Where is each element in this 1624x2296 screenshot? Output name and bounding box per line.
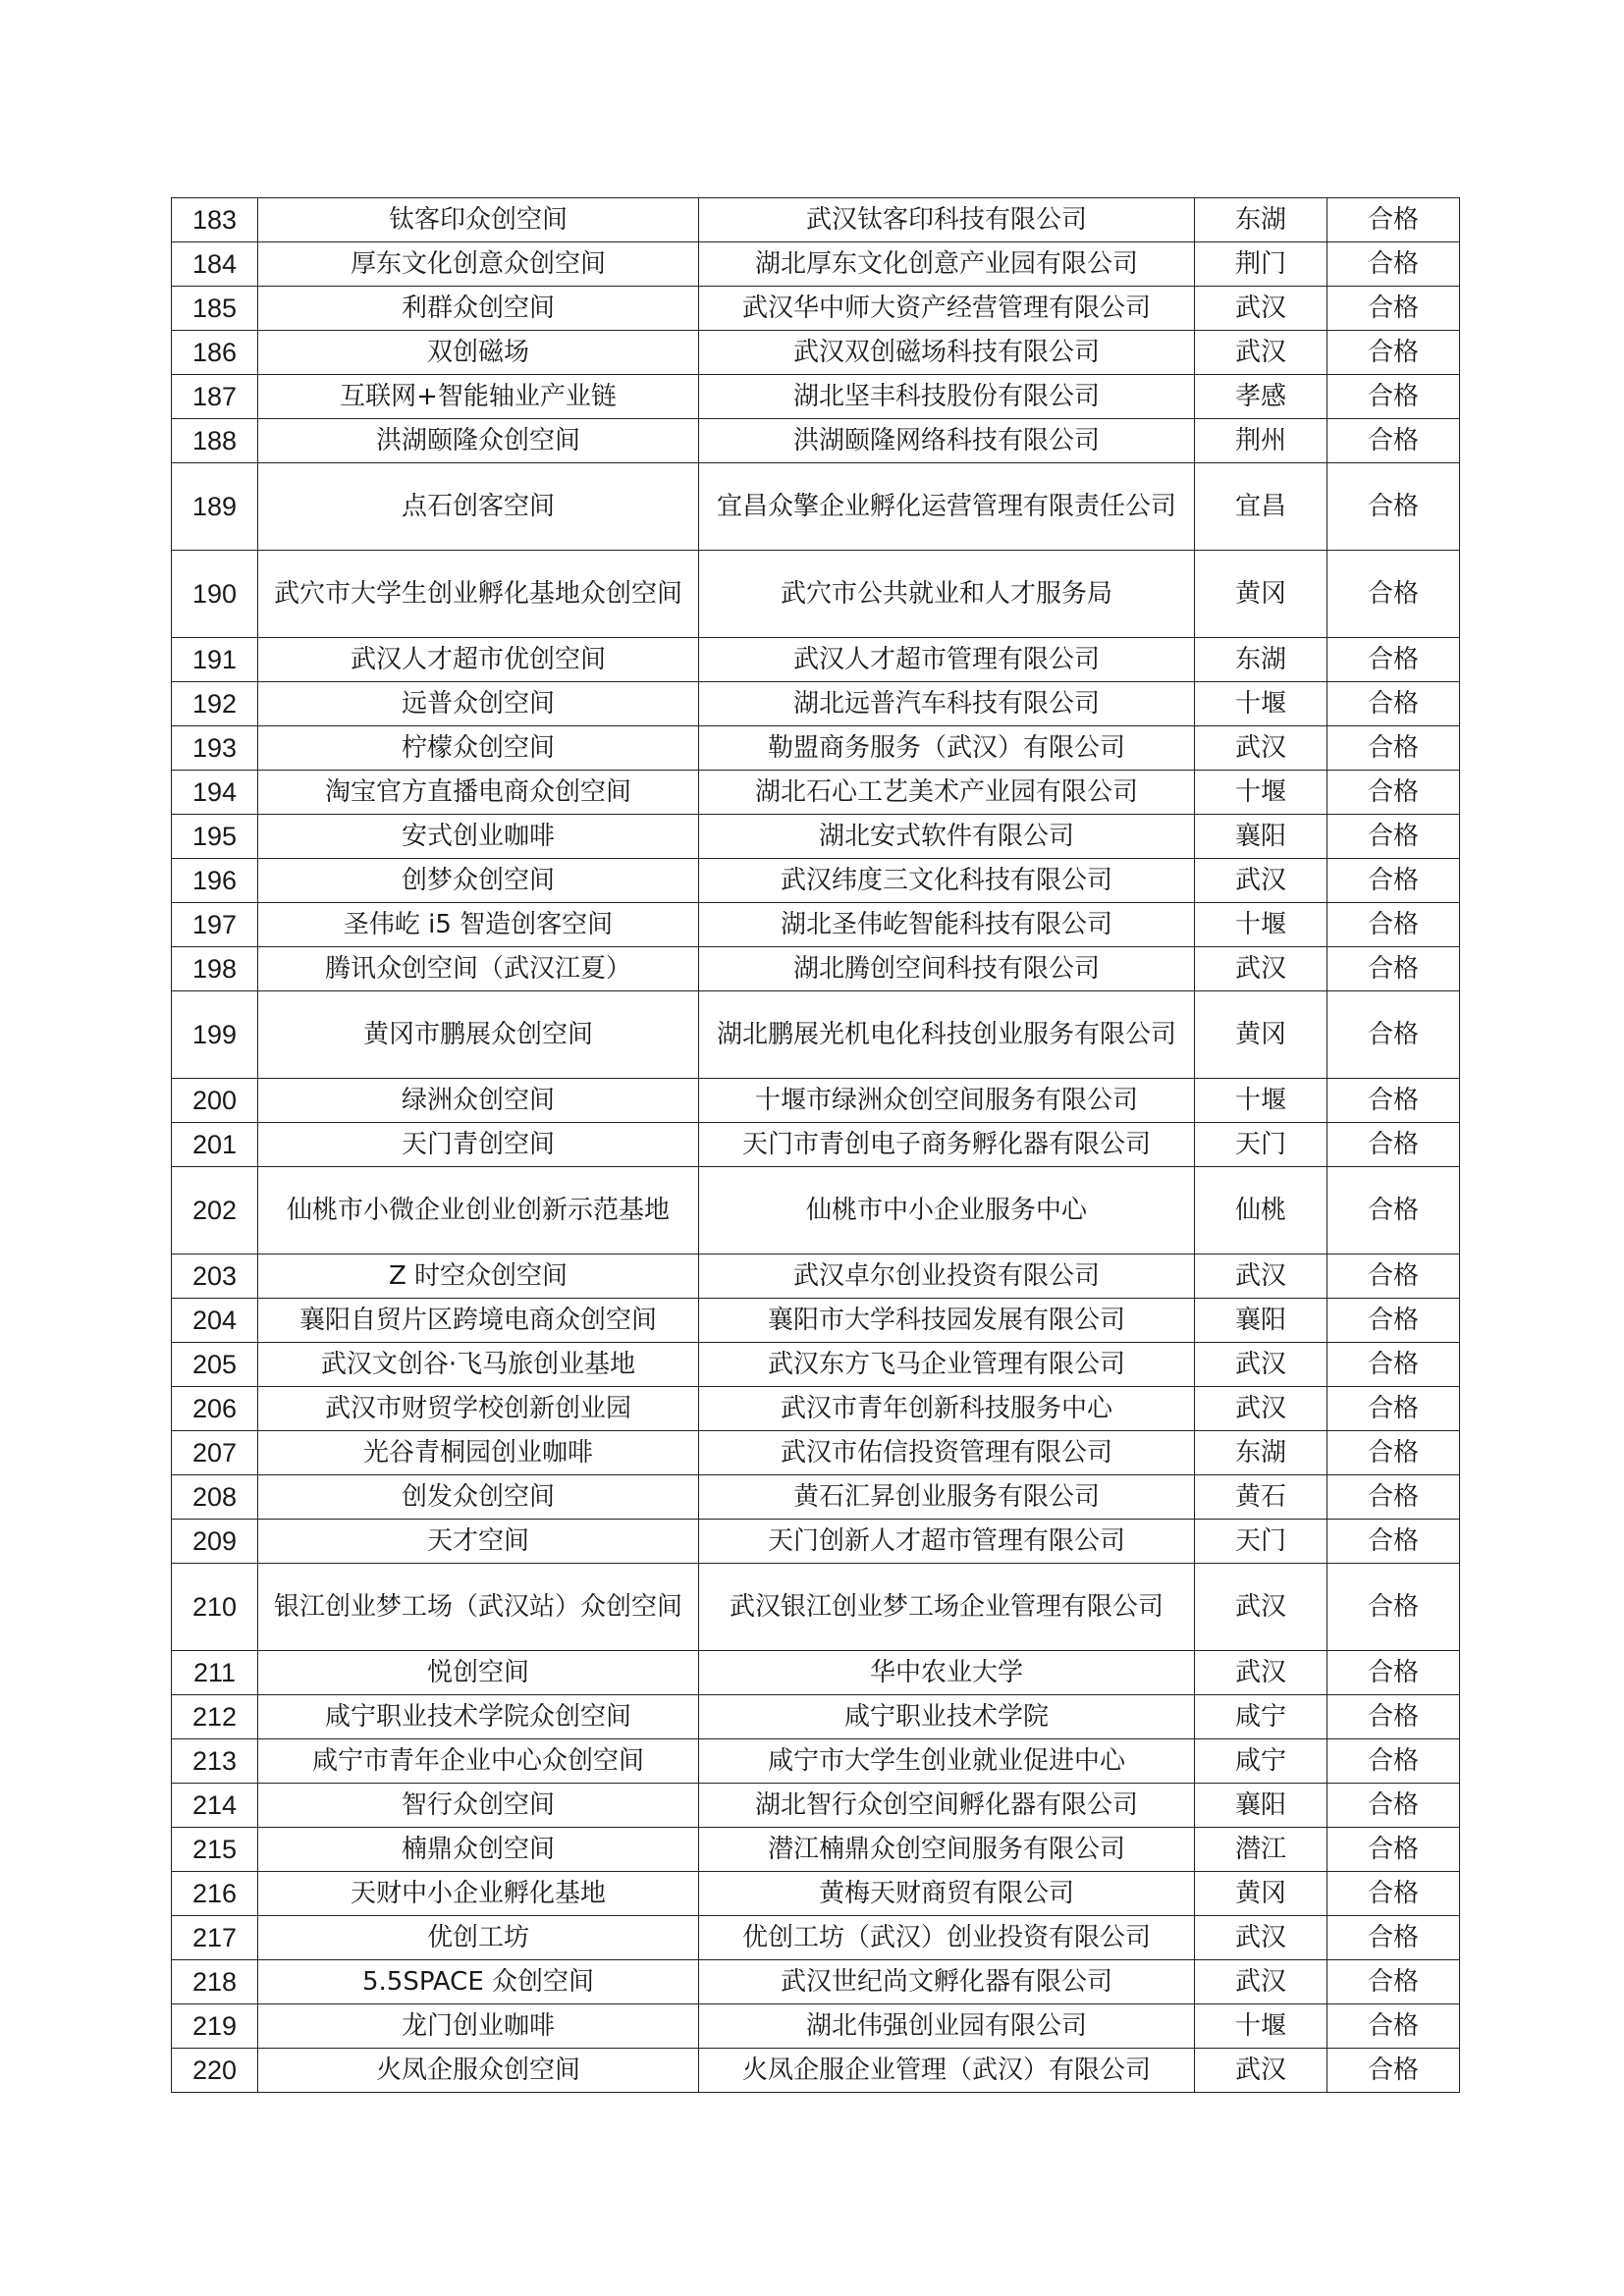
result-cell: 合格	[1327, 1564, 1460, 1651]
operator-org-cell: 武汉银江创业梦工场企业管理有限公司	[699, 1564, 1195, 1651]
space-name-cell: 咸宁职业技术学院众创空间	[258, 1695, 699, 1739]
result-cell: 合格	[1327, 1387, 1460, 1431]
table-row	[172, 638, 1460, 682]
result-cell: 合格	[1327, 242, 1460, 287]
operator-org-cell: 咸宁职业技术学院	[699, 1695, 1195, 1739]
row-number-cell: 208	[172, 1475, 258, 1520]
row-number-cell: 196	[172, 859, 258, 903]
row-number-cell: 210	[172, 1564, 258, 1651]
space-name-cell: 咸宁市青年企业中心众创空间	[258, 1739, 699, 1784]
result-cell: 合格	[1327, 1255, 1460, 1299]
row-number-cell: 194	[172, 771, 258, 815]
result-cell: 合格	[1327, 1872, 1460, 1916]
row-number-cell: 193	[172, 726, 258, 771]
operator-org-cell: 湖北腾创空间科技有限公司	[699, 947, 1195, 991]
operator-org-cell: 武汉华中师大资产经营管理有限公司	[699, 287, 1195, 331]
table-row	[172, 242, 1460, 287]
table-row	[172, 1960, 1460, 2004]
table-row	[172, 1475, 1460, 1520]
region-cell: 宜昌	[1195, 463, 1327, 551]
result-cell: 合格	[1327, 1431, 1460, 1475]
space-name-cell: 天门青创空间	[258, 1123, 699, 1167]
region-cell: 武汉	[1195, 1916, 1327, 1960]
operator-org-cell: 仙桃市中小企业服务中心	[699, 1167, 1195, 1255]
table-row	[172, 1343, 1460, 1387]
space-name-cell: 创发众创空间	[258, 1475, 699, 1520]
table-row	[172, 1387, 1460, 1431]
result-cell: 合格	[1327, 287, 1460, 331]
space-name-cell: 火凤企服众创空间	[258, 2049, 699, 2093]
region-cell: 十堰	[1195, 1079, 1327, 1123]
region-cell: 武汉	[1195, 1564, 1327, 1651]
region-cell: 十堰	[1195, 903, 1327, 947]
row-number-cell: 189	[172, 463, 258, 551]
row-number-cell: 220	[172, 2049, 258, 2093]
table-row	[172, 1520, 1460, 1564]
row-number-cell: 186	[172, 331, 258, 375]
table-row	[172, 287, 1460, 331]
row-number-cell: 205	[172, 1343, 258, 1387]
row-number-cell: 191	[172, 638, 258, 682]
region-cell: 黄冈	[1195, 551, 1327, 638]
region-cell: 黄冈	[1195, 991, 1327, 1079]
operator-org-cell: 武穴市公共就业和人才服务局	[699, 551, 1195, 638]
operator-org-cell: 武汉世纪尚文孵化器有限公司	[699, 1960, 1195, 2004]
region-cell: 襄阳	[1195, 1784, 1327, 1828]
region-cell: 天门	[1195, 1520, 1327, 1564]
result-cell: 合格	[1327, 1299, 1460, 1343]
table-row	[172, 726, 1460, 771]
space-name-cell: 黄冈市鹏展众创空间	[258, 991, 699, 1079]
operator-org-cell: 洪湖颐隆网络科技有限公司	[699, 419, 1195, 463]
row-number-cell: 188	[172, 419, 258, 463]
table-row	[172, 198, 1460, 242]
result-cell: 合格	[1327, 1960, 1460, 2004]
result-cell: 合格	[1327, 1739, 1460, 1784]
region-cell: 黄石	[1195, 1475, 1327, 1520]
result-cell: 合格	[1327, 2004, 1460, 2049]
row-number-cell: 192	[172, 682, 258, 726]
space-name-cell: 仙桃市小微企业创业创新示范基地	[258, 1167, 699, 1255]
region-cell: 襄阳	[1195, 815, 1327, 859]
row-number-cell: 187	[172, 375, 258, 419]
table-row	[172, 1916, 1460, 1960]
table-row	[172, 1167, 1460, 1255]
region-cell: 东湖	[1195, 198, 1327, 242]
result-cell: 合格	[1327, 1695, 1460, 1739]
result-cell: 合格	[1327, 1828, 1460, 1872]
table-row	[172, 331, 1460, 375]
operator-org-cell: 火凤企服企业管理（武汉）有限公司	[699, 2049, 1195, 2093]
table-row	[172, 1255, 1460, 1299]
operator-org-cell: 武汉卓尔创业投资有限公司	[699, 1255, 1195, 1299]
space-name-cell: 互联网+智能轴业产业链	[258, 375, 699, 419]
region-cell: 武汉	[1195, 287, 1327, 331]
row-number-cell: 185	[172, 287, 258, 331]
results-table-container	[171, 197, 1459, 2093]
operator-org-cell: 武汉纬度三文化科技有限公司	[699, 859, 1195, 903]
operator-org-cell: 湖北鹏展光机电化科技创业服务有限公司	[699, 991, 1195, 1079]
row-number-cell: 201	[172, 1123, 258, 1167]
table-row	[172, 463, 1460, 551]
space-name-cell: 5.5SPACE 众创空间	[258, 1960, 699, 2004]
region-cell: 武汉	[1195, 726, 1327, 771]
operator-org-cell: 襄阳市大学科技园发展有限公司	[699, 1299, 1195, 1343]
operator-org-cell: 武汉双创磁场科技有限公司	[699, 331, 1195, 375]
region-cell: 孝感	[1195, 375, 1327, 419]
row-number-cell: 184	[172, 242, 258, 287]
result-cell: 合格	[1327, 1651, 1460, 1695]
row-number-cell: 195	[172, 815, 258, 859]
space-name-cell: 龙门创业咖啡	[258, 2004, 699, 2049]
operator-org-cell: 天门创新人才超市管理有限公司	[699, 1520, 1195, 1564]
table-row	[172, 1739, 1460, 1784]
table-row	[172, 815, 1460, 859]
result-cell: 合格	[1327, 1916, 1460, 1960]
space-name-cell: 银江创业梦工场（武汉站）众创空间	[258, 1564, 699, 1651]
space-name-cell: 厚东文化创意众创空间	[258, 242, 699, 287]
result-cell: 合格	[1327, 1475, 1460, 1520]
table-row	[172, 1651, 1460, 1695]
table-row	[172, 1123, 1460, 1167]
row-number-cell: 199	[172, 991, 258, 1079]
region-cell: 东湖	[1195, 1431, 1327, 1475]
operator-org-cell: 湖北智行众创空间孵化器有限公司	[699, 1784, 1195, 1828]
region-cell: 咸宁	[1195, 1695, 1327, 1739]
result-cell: 合格	[1327, 198, 1460, 242]
table-row	[172, 1079, 1460, 1123]
operator-org-cell: 武汉市青年创新科技服务中心	[699, 1387, 1195, 1431]
result-cell: 合格	[1327, 903, 1460, 947]
space-name-cell: 钛客印众创空间	[258, 198, 699, 242]
region-cell: 武汉	[1195, 947, 1327, 991]
region-cell: 天门	[1195, 1123, 1327, 1167]
operator-org-cell: 湖北伟强创业园有限公司	[699, 2004, 1195, 2049]
result-cell: 合格	[1327, 991, 1460, 1079]
row-number-cell: 209	[172, 1520, 258, 1564]
region-cell: 武汉	[1195, 1343, 1327, 1387]
region-cell: 潜江	[1195, 1828, 1327, 1872]
result-cell: 合格	[1327, 815, 1460, 859]
region-cell: 武汉	[1195, 2049, 1327, 2093]
table-row	[172, 859, 1460, 903]
table-row	[172, 2004, 1460, 2049]
space-name-cell: 悦创空间	[258, 1651, 699, 1695]
space-name-cell: 双创磁场	[258, 331, 699, 375]
results-table	[171, 197, 1460, 2093]
space-name-cell: 楠鼎众创空间	[258, 1828, 699, 1872]
space-name-cell: Z 时空众创空间	[258, 1255, 699, 1299]
table-row	[172, 771, 1460, 815]
region-cell: 武汉	[1195, 1255, 1327, 1299]
row-number-cell: 203	[172, 1255, 258, 1299]
row-number-cell: 198	[172, 947, 258, 991]
region-cell: 咸宁	[1195, 1739, 1327, 1784]
space-name-cell: 优创工坊	[258, 1916, 699, 1960]
space-name-cell: 武穴市大学生创业孵化基地众创空间	[258, 551, 699, 638]
operator-org-cell: 优创工坊（武汉）创业投资有限公司	[699, 1916, 1195, 1960]
result-cell: 合格	[1327, 463, 1460, 551]
region-cell: 武汉	[1195, 1651, 1327, 1695]
operator-org-cell: 黄梅天财商贸有限公司	[699, 1872, 1195, 1916]
row-number-cell: 211	[172, 1651, 258, 1695]
table-row	[172, 1431, 1460, 1475]
row-number-cell: 217	[172, 1916, 258, 1960]
result-cell: 合格	[1327, 947, 1460, 991]
table-row	[172, 1828, 1460, 1872]
row-number-cell: 216	[172, 1872, 258, 1916]
operator-org-cell: 湖北厚东文化创意产业园有限公司	[699, 242, 1195, 287]
space-name-cell: 利群众创空间	[258, 287, 699, 331]
table-body	[172, 198, 1460, 2093]
row-number-cell: 212	[172, 1695, 258, 1739]
operator-org-cell: 湖北远普汽车科技有限公司	[699, 682, 1195, 726]
space-name-cell: 腾讯众创空间（武汉江夏）	[258, 947, 699, 991]
operator-org-cell: 湖北石心工艺美术产业园有限公司	[699, 771, 1195, 815]
operator-org-cell: 华中农业大学	[699, 1651, 1195, 1695]
table-row	[172, 1564, 1460, 1651]
row-number-cell: 219	[172, 2004, 258, 2049]
operator-org-cell: 黄石汇昇创业服务有限公司	[699, 1475, 1195, 1520]
row-number-cell: 213	[172, 1739, 258, 1784]
result-cell: 合格	[1327, 1123, 1460, 1167]
space-name-cell: 光谷青桐园创业咖啡	[258, 1431, 699, 1475]
operator-org-cell: 勒盟商务服务（武汉）有限公司	[699, 726, 1195, 771]
space-name-cell: 创梦众创空间	[258, 859, 699, 903]
region-cell: 武汉	[1195, 1960, 1327, 2004]
row-number-cell: 206	[172, 1387, 258, 1431]
space-name-cell: 智行众创空间	[258, 1784, 699, 1828]
result-cell: 合格	[1327, 771, 1460, 815]
space-name-cell: 点石创客空间	[258, 463, 699, 551]
space-name-cell: 武汉文创谷·飞马旅创业基地	[258, 1343, 699, 1387]
region-cell: 十堰	[1195, 682, 1327, 726]
region-cell: 武汉	[1195, 1387, 1327, 1431]
operator-org-cell: 咸宁市大学生创业就业促进中心	[699, 1739, 1195, 1784]
row-number-cell: 207	[172, 1431, 258, 1475]
operator-org-cell: 潜江楠鼎众创空间服务有限公司	[699, 1828, 1195, 1872]
result-cell: 合格	[1327, 1520, 1460, 1564]
table-row	[172, 1299, 1460, 1343]
result-cell: 合格	[1327, 331, 1460, 375]
space-name-cell: 天才空间	[258, 1520, 699, 1564]
table-row	[172, 551, 1460, 638]
space-name-cell: 圣伟屹 i5 智造创客空间	[258, 903, 699, 947]
row-number-cell: 183	[172, 198, 258, 242]
result-cell: 合格	[1327, 638, 1460, 682]
result-cell: 合格	[1327, 1343, 1460, 1387]
operator-org-cell: 十堰市绿洲众创空间服务有限公司	[699, 1079, 1195, 1123]
table-row	[172, 1695, 1460, 1739]
space-name-cell: 天财中小企业孵化基地	[258, 1872, 699, 1916]
operator-org-cell: 武汉东方飞马企业管理有限公司	[699, 1343, 1195, 1387]
result-cell: 合格	[1327, 682, 1460, 726]
result-cell: 合格	[1327, 1784, 1460, 1828]
table-row	[172, 375, 1460, 419]
region-cell: 黄冈	[1195, 1872, 1327, 1916]
table-row	[172, 903, 1460, 947]
row-number-cell: 204	[172, 1299, 258, 1343]
space-name-cell: 绿洲众创空间	[258, 1079, 699, 1123]
result-cell: 合格	[1327, 1079, 1460, 1123]
row-number-cell: 190	[172, 551, 258, 638]
space-name-cell: 洪湖颐隆众创空间	[258, 419, 699, 463]
operator-org-cell: 湖北圣伟屹智能科技有限公司	[699, 903, 1195, 947]
result-cell: 合格	[1327, 419, 1460, 463]
result-cell: 合格	[1327, 726, 1460, 771]
space-name-cell: 淘宝官方直播电商众创空间	[258, 771, 699, 815]
table-row	[172, 1784, 1460, 1828]
row-number-cell: 215	[172, 1828, 258, 1872]
operator-org-cell: 武汉人才超市管理有限公司	[699, 638, 1195, 682]
result-cell: 合格	[1327, 1167, 1460, 1255]
table-row	[172, 682, 1460, 726]
region-cell: 仙桃	[1195, 1167, 1327, 1255]
operator-org-cell: 天门市青创电子商务孵化器有限公司	[699, 1123, 1195, 1167]
result-cell: 合格	[1327, 375, 1460, 419]
space-name-cell: 柠檬众创空间	[258, 726, 699, 771]
row-number-cell: 200	[172, 1079, 258, 1123]
region-cell: 荆州	[1195, 419, 1327, 463]
result-cell: 合格	[1327, 2049, 1460, 2093]
region-cell: 武汉	[1195, 331, 1327, 375]
table-row	[172, 947, 1460, 991]
operator-org-cell: 湖北安式软件有限公司	[699, 815, 1195, 859]
region-cell: 十堰	[1195, 771, 1327, 815]
result-cell: 合格	[1327, 551, 1460, 638]
row-number-cell: 202	[172, 1167, 258, 1255]
space-name-cell: 武汉人才超市优创空间	[258, 638, 699, 682]
table-row	[172, 2049, 1460, 2093]
space-name-cell: 武汉市财贸学校创新创业园	[258, 1387, 699, 1431]
table-row	[172, 1872, 1460, 1916]
operator-org-cell: 湖北坚丰科技股份有限公司	[699, 375, 1195, 419]
operator-org-cell: 武汉市佑信投资管理有限公司	[699, 1431, 1195, 1475]
operator-org-cell: 武汉钛客印科技有限公司	[699, 198, 1195, 242]
region-cell: 襄阳	[1195, 1299, 1327, 1343]
row-number-cell: 218	[172, 1960, 258, 2004]
space-name-cell: 安式创业咖啡	[258, 815, 699, 859]
region-cell: 荆门	[1195, 242, 1327, 287]
row-number-cell: 214	[172, 1784, 258, 1828]
region-cell: 东湖	[1195, 638, 1327, 682]
row-number-cell: 197	[172, 903, 258, 947]
operator-org-cell: 宜昌众擎企业孵化运营管理有限责任公司	[699, 463, 1195, 551]
table-row	[172, 419, 1460, 463]
region-cell: 武汉	[1195, 859, 1327, 903]
result-cell: 合格	[1327, 859, 1460, 903]
space-name-cell: 远普众创空间	[258, 682, 699, 726]
region-cell: 十堰	[1195, 2004, 1327, 2049]
space-name-cell: 襄阳自贸片区跨境电商众创空间	[258, 1299, 699, 1343]
table-row	[172, 991, 1460, 1079]
